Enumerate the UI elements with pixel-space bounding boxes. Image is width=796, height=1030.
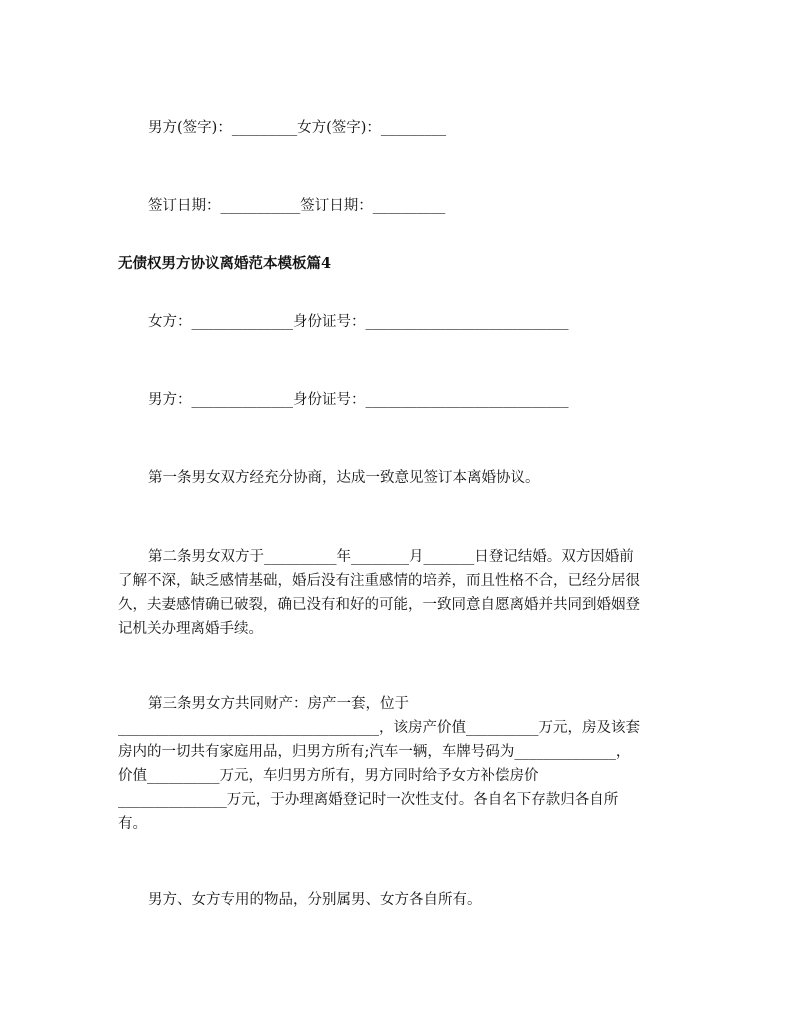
- article-2-line: 第二条男女双方于__________年________月_______日登记结婚。双方因婚前: [148, 549, 634, 565]
- personal-items-clause: 男方、女方专用的物品，分别属男、女方各自所有。: [148, 892, 482, 908]
- article-1: 第一条男女双方经充分协商，达成一致意见签订本离婚协议。: [148, 470, 540, 486]
- article-3-line: _______________万元，于办理离婚登记时一次性支付。各自名下存款归各自所: [118, 792, 619, 808]
- article-3-line: 有。: [118, 816, 147, 832]
- female-party-line: 女方：______________身份证号：____________________________: [148, 314, 569, 330]
- signature-line: 男方(签字)：_________女方(签字)：_________: [148, 120, 447, 136]
- article-3-line: 房内的一切共有家庭用品，归男方所有;汽车一辆，车牌号码为______________，: [118, 744, 631, 760]
- section-title: 无债权男方协议离婚范本模板篇4: [118, 255, 332, 272]
- signing-date-line: 签订日期：___________签订日期：__________: [148, 198, 446, 214]
- article-3: [118, 692, 684, 836]
- male-party-line: 男方：______________身份证号：____________________________: [148, 392, 569, 408]
- article-3-line: ____________________________________，该房产价值__________万元，房及该套: [118, 720, 640, 736]
- article-2-line: 久，夫妻感情确已破裂，确已没有和好的可能，一致同意自愿离婚并共同到婚姻登: [118, 597, 640, 613]
- article-2-line: 了解不深，缺乏感情基础，婚后没有注重感情的培养，而且性格不合，已经分居很: [118, 573, 640, 589]
- article-2: [118, 545, 684, 641]
- article-3-line: 第三条男女方共同财产：房产一套，位于: [148, 696, 409, 712]
- article-3-line: 价值__________万元，车归男方所有，男方同时给予女方补偿房价: [118, 768, 539, 784]
- article-2-line: 记机关办理离婚手续。: [118, 621, 263, 637]
